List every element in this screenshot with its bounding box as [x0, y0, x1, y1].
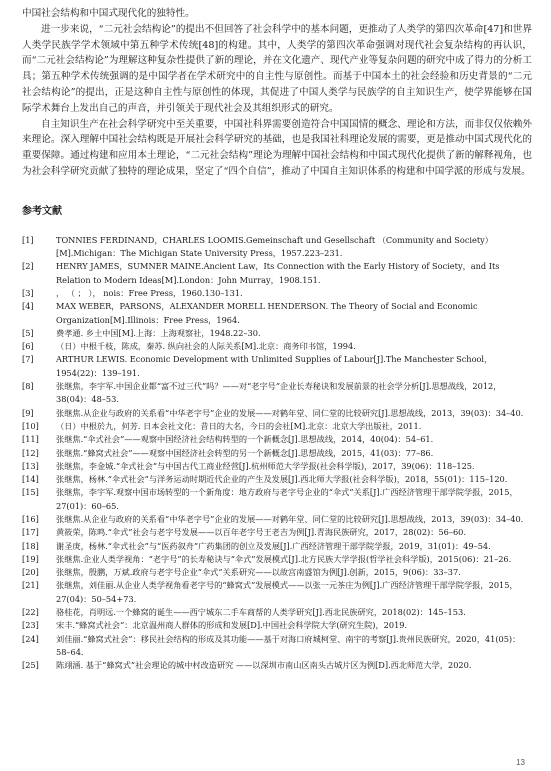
reference-item: [22, 619, 532, 632]
reference-number: [16]: [22, 514, 39, 524]
reference-number: [6]: [22, 341, 34, 352]
reference-number: [10]: [22, 420, 39, 431]
reference-text: HENRY JAMES，SUMNER MAINE.Ancient Law，Its Connection with the Early History of Society，and Its Relation to Modern Ideas[M].London：John Murray，1908.151.: [56, 261, 500, 285]
reference-number: [11]: [22, 434, 39, 445]
reference-text: （日）中根千枝，陈成，秦苏. 纵向社会的人际关系[M].北京：商务印书馆，1994.: [56, 341, 356, 352]
reference-item: [22, 260, 532, 287]
reference-text: 骆桂花，肖明远.一个蜂窝的诞生——西宁城东二手车商帮的人类学研究[J].西北民族研究，2018(02)：145–153.: [56, 607, 466, 618]
reference-number: [18]: [22, 540, 39, 551]
reference-number: [8]: [22, 381, 34, 392]
reference-text: 张继焦，刘佳丽.从企业人类学视角看老字号的“蜂窝式”发展模式——以张一元茶庄为例[J].广西经济管理干部学院学报，2015，27(04)：50–54+73.: [56, 580, 518, 604]
reference-text: 张继焦.从企业与政府的关系看“中华老字号”企业的发展——对鹤年堂、同仁堂的比较研究[J].思想战线，2013，39(03)：34–40.: [56, 514, 524, 524]
article-page: [22, 6, 532, 673]
body-paragraph: 自主知识生产在社会科学研究中至关重要，中国社科界需要创造符合中国国情的概念、理论和方法，而非仅仅依赖外来理论。深入理解中国社会结构既是开展社会科学研究的基础，也是我国社科理论发展的需要，更是推动中国式现代化的重要保障。通过构建和应用本土理论，“二元社会结构”理论为理解中国社会结构和中国式现代化提供了新的解释视角，也为社会科学研究贡献了独特的理论成果，坚定了“四个自信”，推动了中国自主知识体系的构建和中国学派的形成与发展。: [22, 118, 532, 177]
reference-item: [22, 353, 532, 380]
reference-item: [22, 287, 532, 300]
reference-text: 宋丰.“蜂窝式社会”：北京温州商人群体的形成和发展[D].中国社会科学院大学(研究生院)，2019.: [56, 620, 408, 631]
reference-item: [22, 486, 532, 513]
page-number: 13: [516, 758, 525, 767]
reference-item: [22, 473, 532, 486]
reference-text: 张继焦，李宇军.中国企业都“富不过三代”吗？——对“老字号”企业长寿秘诀和发展前景的社会学分析[J].思想战线，2012，38(04)：48–53.: [56, 381, 502, 405]
reference-text: （日）中根於九，何芳. 日本会社文化：昔日的大名，今日的会社[M].北京：北京大学出版社，2011.: [56, 420, 422, 431]
reference-number: [14]: [22, 474, 39, 485]
reference-text: 张继焦，李金城.“伞式社会”与中国古代工商业经营[J].杭州师范大学学报(社会科学版)，2017，39(06)：118–125.: [56, 460, 475, 471]
reference-item: [22, 606, 532, 619]
reference-item: [22, 407, 532, 420]
reference-number: [17]: [22, 527, 39, 538]
reference-item: [22, 633, 532, 660]
reference-text: ， （ ； ）， nois：Free Press，1960.130–131.: [56, 287, 243, 298]
reference-text: 张继焦.从企业与政府的关系看“中华老字号”企业的发展——对鹤年堂、同仁堂的比较研究[J].思想战线，2013，39(03)：34–40.: [56, 407, 524, 418]
reference-item: [22, 433, 532, 446]
reference-number: [1]: [22, 234, 34, 245]
reference-text: 刘佳丽.“蜂窝式社会”：移民社会结构的形成及其功能——基于对海口府城柯堂、南宇的考察[J].贵州民族研究，2020，41(05)：58–64.: [56, 633, 521, 657]
references-heading: 参考文献: [22, 205, 62, 217]
reference-number: [22]: [22, 607, 39, 618]
reference-item: [22, 327, 532, 340]
references-list: [22, 234, 532, 673]
reference-number: [13]: [22, 460, 39, 471]
reference-item: [22, 553, 532, 566]
reference-text: 谢圣庚，杨林.“伞式社会”与“医药叙舟”广药集团的创立及发展[J].广西经济管理干部学院学报，2019，31(01)：49–54.: [56, 540, 491, 551]
reference-number: [24]: [22, 633, 39, 644]
reference-text: 张继焦，李宇军.观察中国市场转型的一个新角度：地方政府与老字号企业的“伞式”关系[J].广西经济管理干部学院学报，2015，27(01)：60–65.: [56, 487, 518, 511]
reference-item: [22, 513, 532, 526]
reference-number: [2]: [22, 261, 34, 272]
reference-item: [22, 540, 532, 553]
reference-number: [19]: [22, 553, 39, 564]
reference-number: [25]: [22, 660, 39, 671]
reference-text: 张继焦.“蜂窝式社会”——观察中国经济社会转型的另一个新概念[J].思想战线，2015，41(03)：77–86.: [56, 447, 434, 458]
reference-number: [15]: [22, 487, 39, 498]
reference-text: MAX WEBER，PARSONS，ALEXANDER MORELL HENDERSON. The Theory of Social and Economic Organization[M].Illinois：Free Press，1964.: [56, 301, 478, 325]
reference-number: [7]: [22, 354, 34, 365]
reference-item: [22, 659, 532, 672]
body-paragraph: 进一步来说，“二元社会结构论”的提出不但回答了社会科学中的基本问题，更推动了人类学的第四次革命[47]和世界人类学民族学学术领域中第五种学术传统[48]的构建。其中，人类学的第四次革命强调对现代社会复杂结构的再认识，而“二元社会结构论”为理解这种复杂性提供了新的理论，并在文化遗产、现代产业等复杂问题的研究中成了得力的分析工具；第五种学术传统强调的是中国学者在学术研究中的自主性与原创性。而基于中国本土的社会经验和历史背景的“二元社会结构论”的提出，正是这种自主性与原创性的体现，其促进了中国人类学与民族学的自主知识生产，使学界能够在国际学术舞台上发出自己的声音，并引领关于现代社会及其组织形式的研究。: [22, 23, 532, 114]
reference-number: [21]: [22, 580, 39, 591]
reference-number: [20]: [22, 567, 39, 578]
reference-item: [22, 447, 532, 460]
reference-number: [5]: [22, 327, 34, 338]
reference-number: [3]: [22, 287, 34, 298]
reference-number: [23]: [22, 620, 39, 631]
reference-text: 张继焦.企业人类学视角：“老字号”的长寿秘诀与“伞式”发展模式[J].北方民族大学学报(哲学社会科学版)，2015(06)：21–26.: [56, 553, 512, 564]
reference-text: 张继焦，殷鹏，万斌.政府与老字号企业“伞式”关系研究——以故宫南盛馆为例[J].创新，2015，9(06)：33–37.: [56, 567, 461, 578]
reference-item: [22, 420, 532, 433]
reference-text: 黄筱荣，陈鸣.“伞式”社会与老字号发展——以百年老字号王老吉为例[J].青海民族研究，2017，28(02)：56–60.: [56, 527, 466, 538]
reference-text: 张继焦.“伞式社会”——观察中国经济社会结构转型的一个新概念[J].思想战线，2014，40(04)：54–61.: [56, 434, 434, 445]
reference-number: [12]: [22, 447, 39, 458]
reference-item: [22, 300, 532, 327]
reference-item: [22, 526, 532, 539]
reference-item: [22, 380, 532, 407]
reference-text: 张继焦，杨林.“伞式社会”与洋务运动时期近代企业的产生及发展[J].西北师大学报(社会科学版)，2018，55(01)：115–120.: [56, 474, 508, 485]
reference-item: [22, 340, 532, 353]
reference-item: [22, 234, 532, 261]
reference-text: TONNIES FERDINAND，CHARLES LOOMIS.Gemeinschaft und Gesellschaft （Community and Society）[M].Michigan：The Michigan State University Press，1957.223–231.: [56, 234, 493, 259]
reference-text: 费孝通. 乡土中国[M].上海：上海观察社，1948.22–30.: [56, 327, 261, 338]
reference-item: [22, 566, 532, 579]
reference-item: [22, 460, 532, 473]
reference-text: ARTHUR LEWIS. Economic Development with Unlimited Supplies of Labour[J].The Manchester School，1954(22)：139–191.: [56, 354, 493, 378]
reference-text: 陈翊涵. 基于“蜂窝式”社会理论的城中村改造研究 ——以深圳市南山区南头古城片区为例[D].西北师范大学，2020.: [56, 660, 472, 671]
reference-number: [4]: [22, 301, 34, 312]
reference-number: [9]: [22, 407, 34, 418]
body-paragraph: 中国社会结构和中国式现代化的独特性。: [22, 8, 195, 19]
reference-item: [22, 579, 532, 606]
